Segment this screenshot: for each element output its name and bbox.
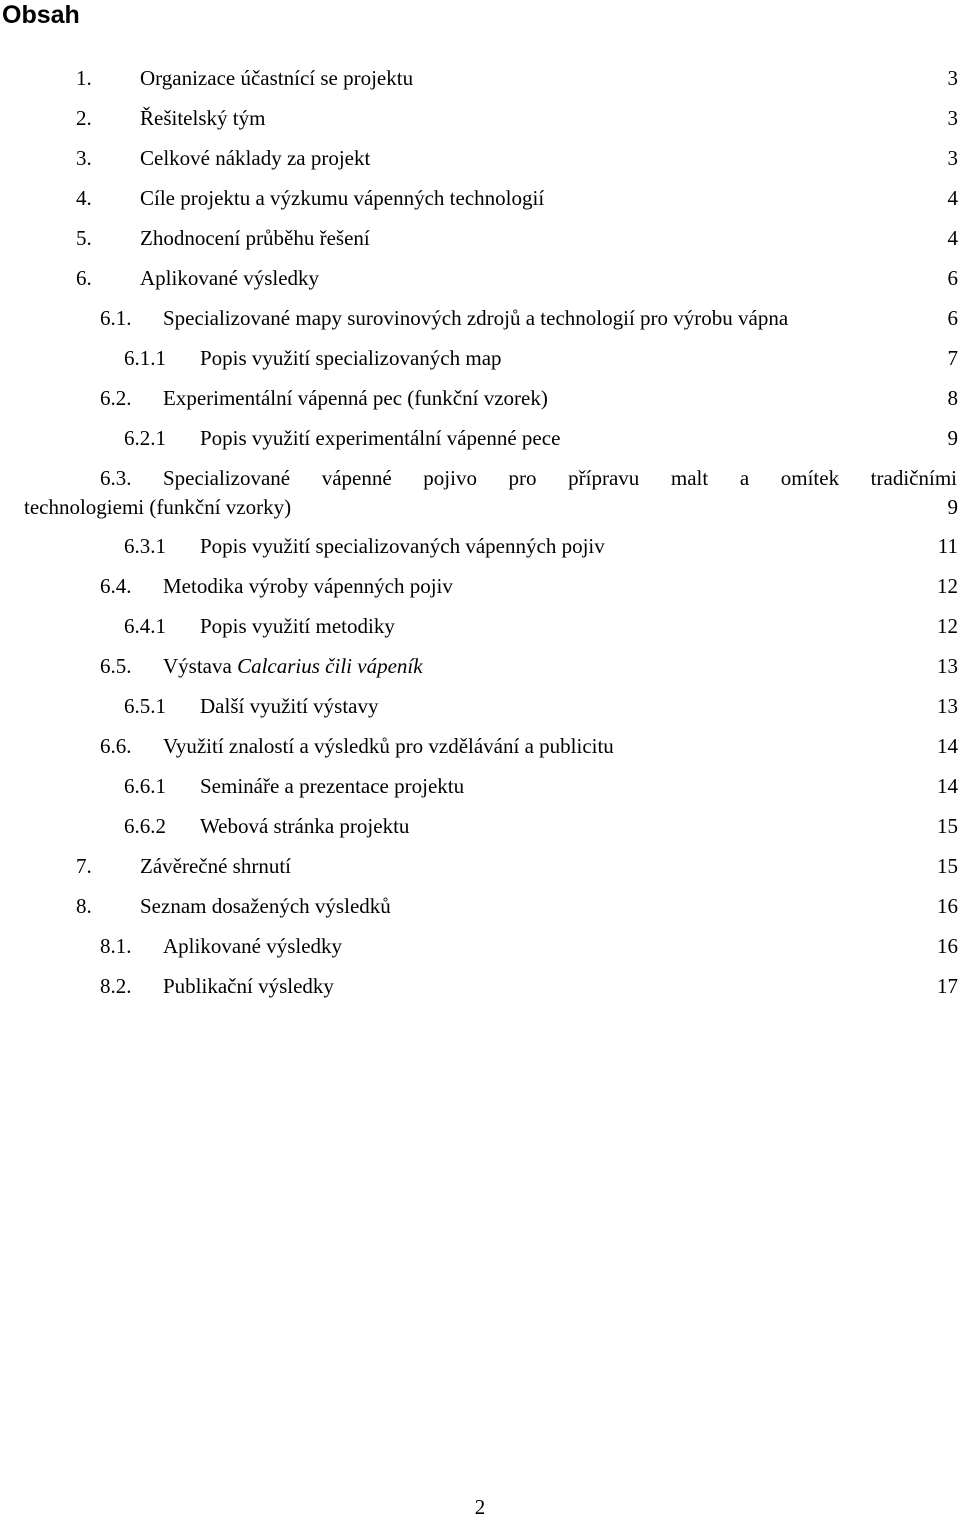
toc-entry-number: 2. [76,106,92,130]
toc-entry-number: 6.2.1 [124,426,166,450]
toc-entry-page: 13 [937,654,958,678]
toc-entry-page: 15 [937,854,958,878]
toc-entry-page: 12 [937,574,958,598]
toc-entry-title-italic: Calcarius čili vápeník [237,654,423,678]
toc-entry-title: Popis využití metodiky [200,614,395,638]
page-number: 2 [474,1495,486,1519]
toc-entry-6-1-1[interactable] [0,338,960,378]
toc-entry-4[interactable] [0,178,960,218]
toc-entry-title: Řešitelský tým [140,106,266,130]
toc-entry-6-5-1[interactable] [0,686,960,726]
toc-entry-title: Aplikované výsledky [163,934,343,958]
toc-entry-6-6-2[interactable] [0,806,960,846]
toc-entry-5[interactable] [0,218,960,258]
toc-entry-number: 6.6.1 [124,774,166,798]
toc-entry-title: Specializované vápenné pojivo pro přípravu malt a omítek tradičními [163,466,957,490]
toc-entry-6-2-1[interactable] [0,418,960,458]
toc-entry-page: 16 [937,934,958,958]
toc-entry-number: 8.2. [100,974,132,998]
toc-entry-number: 8. [76,894,92,918]
toc-entry-title-plain: Výstava [163,654,232,678]
toc-entry-title: Celkové náklady za projekt [140,146,371,170]
toc-entry-title: Semináře a prezentace projektu [200,774,465,798]
toc-entry-number: 6.1.1 [124,346,166,370]
toc-entry-6[interactable] [0,258,960,298]
toc-entry-6-4-1[interactable] [0,606,960,646]
toc-entry-number: 3. [76,146,92,170]
toc-entry-title: Seznam dosažených výsledků [140,894,391,918]
toc-entry-page: 16 [937,894,958,918]
toc-entry-number: 1. [76,66,92,90]
toc-entry-title: Specializované mapy surovinových zdrojů a technologií pro výrobu vápna [163,306,789,330]
toc-entry-title: Závěrečné shrnutí [140,854,292,878]
toc-entry-3[interactable] [0,138,960,178]
toc-entry-number: 6.3.1 [124,534,166,558]
toc-entry-number: 6.5.1 [124,694,166,718]
toc-entry-page: 8 [947,386,958,410]
toc-entry-title-continuation: technologiemi (funkční vzorky) [24,495,292,519]
toc-entry-title: Metodika výroby vápenných pojiv [163,574,453,598]
toc-entry-8-2[interactable] [0,966,960,1006]
toc-entry-number: 6.1. [100,306,132,330]
toc-entry-page: 4 [947,186,958,210]
toc-entry-6-2[interactable] [0,378,960,418]
toc-entry-title: Využití znalostí a výsledků pro vzdělávání a publicitu [163,734,614,758]
toc-entry-title: Popis využití specializovaných map [200,346,502,370]
toc-entry-title: Popis využití experimentální vápenné pece [200,426,561,450]
toc-entry-page: 6 [947,306,958,330]
toc-entry-number: 6.6. [100,734,132,758]
toc-entry-6-6[interactable] [0,726,960,766]
toc-entry-8[interactable] [0,886,960,926]
toc-entry-number: 6.5. [100,654,132,678]
toc-entry-6-4[interactable] [0,566,960,606]
toc-entry-title: Aplikované výsledky [140,266,320,290]
toc-entry-page: 7 [947,346,958,370]
toc-entry-title: Organizace účastnící se projektu [140,66,414,90]
toc-entry-page: 13 [937,694,958,718]
toc-entry-page: 4 [947,226,958,250]
toc-entry-page: 6 [947,266,958,290]
toc-entry-page: 14 [937,734,958,758]
toc-entry-number: 4. [76,186,92,210]
toc-entry-8-1[interactable] [0,926,960,966]
toc-entry-7[interactable] [0,846,960,886]
toc-entry-title: Webová stránka projektu [200,814,410,838]
toc-entry-page: 17 [937,974,958,998]
toc-entry-number: 7. [76,854,92,878]
toc-entry-title: Cíle projektu a výzkumu vápenných technologií [140,186,545,210]
toc-entry-title: Publikační výsledky [163,974,334,998]
toc-entry-1[interactable] [0,58,960,98]
toc-entry-title: Další využití výstavy [200,694,379,718]
toc-entry-number: 6.4.1 [124,614,166,638]
toc-entry-page: 3 [947,106,958,130]
toc-entry-title [163,646,423,686]
toc-entry-6-5[interactable] [0,646,960,686]
toc-entry-title: Zhodnocení průběhu řešení [140,226,370,250]
toc-entry-6-3[interactable] [0,458,960,528]
toc-entry-6-6-1[interactable] [0,766,960,806]
toc-entry-page: 15 [937,814,958,838]
toc-entry-number: 6. [76,266,92,290]
toc-entry-6-1[interactable] [0,298,960,338]
toc-entry-number: 5. [76,226,92,250]
toc-entry-6-3-1[interactable] [0,526,960,566]
toc-entry-page: 14 [937,774,958,798]
toc-entry-title: Experimentální vápenná pec (funkční vzorek) [163,386,548,410]
toc-entry-number: 6.2. [100,386,132,410]
toc-entry-page: 12 [937,614,958,638]
toc-entry-2[interactable] [0,98,960,138]
toc-entry-number: 6.6.2 [124,814,166,838]
toc-entry-page: 3 [947,66,958,90]
toc-entry-page: 9 [947,426,958,450]
toc-entry-number: 8.1. [100,934,132,958]
toc-entry-number: 6.4. [100,574,132,598]
toc-heading: Obsah [2,1,80,29]
toc-entry-title: Popis využití specializovaných vápenných pojiv [200,534,605,558]
toc-entry-page: 9 [947,495,958,519]
toc-entry-page: 11 [937,534,958,558]
toc-entry-page: 3 [947,146,958,170]
toc-entry-number: 6.3. [100,466,132,490]
